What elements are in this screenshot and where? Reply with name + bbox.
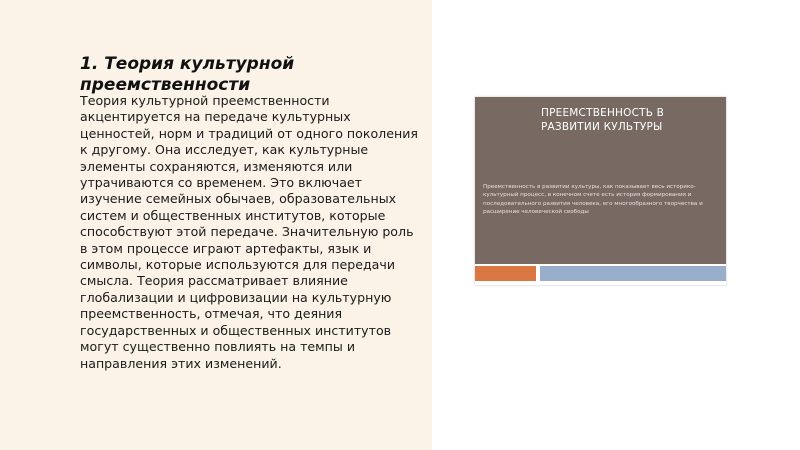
thumbnail-body-text: Преемственность в развитии культуры, как показывает весь историко-культурный процесс, в конечном счете есть история формирования и последовательного развития человека, его многообразного творчества и расширение человеческой свободы [483,184,703,216]
thumbnail-orange-bar [475,266,536,281]
slide-body-text: Теория культурной преемственности акцентируется на передаче культурных ценностей, норм и традиций от одного поколения к другому. Она исследует, как культурные элементы сохраняются, изменяются или утрачиваются со временем. Это включает изучение семейных обычаев, образовательных систем и общественных институтов, которые способствуют этой передаче. Значительную роль в этом процессе играют артефакты, язык и символы, которые используются для передачи смысла. Теория рассматривает влияние глобализации и цифровизации на культурную преемственность, отмечая, что деяния государственных и общественных институтов могут существенно повлиять на темпы и направления этих изменений. [80,93,418,371]
thumbnail-content-area [475,97,726,264]
slide-thumbnail [475,97,726,285]
thumbnail-blue-bar [540,266,726,281]
slide-heading: 1. Теория культурной преемственности [80,54,295,95]
thumbnail-title: ПРЕЕМСТВЕННОСТЬ В РАЗВИТИИ КУЛЬТУРЫ [541,107,665,133]
